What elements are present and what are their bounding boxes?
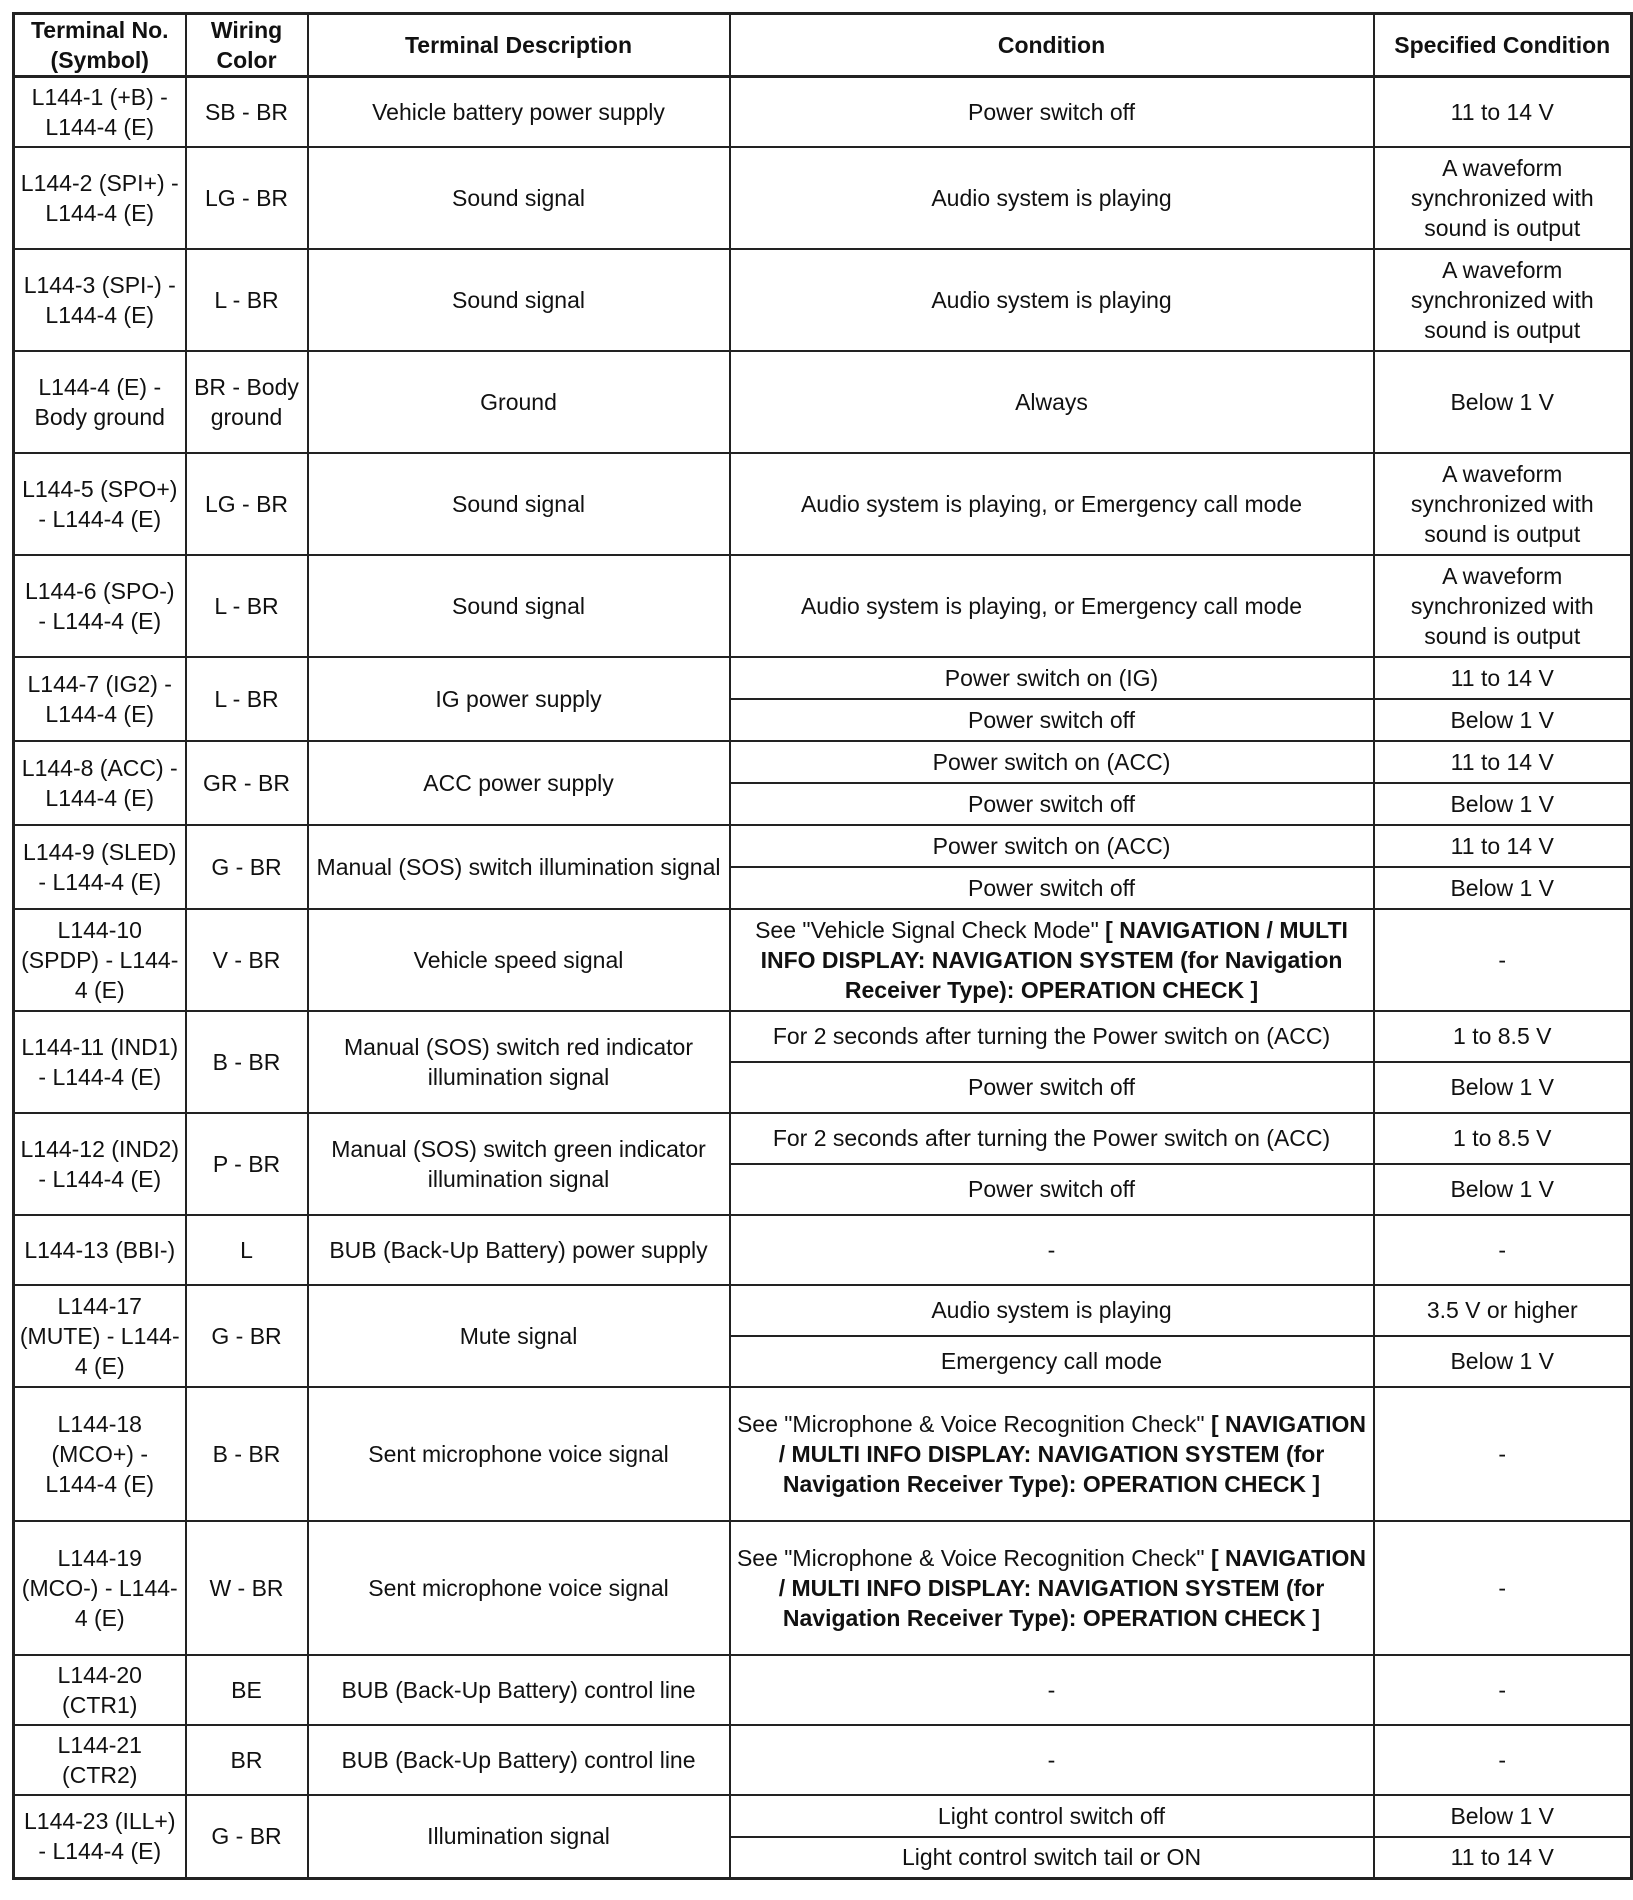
description-cell: IG power supply [308, 657, 730, 741]
terminal-cell: L144-2 (SPI+) - L144-4 (E) [14, 147, 186, 249]
condition-cell [730, 699, 1374, 741]
condition-cell [730, 1164, 1374, 1215]
description-cell: Mute signal [308, 1285, 730, 1387]
condition-text: Light control switch off [937, 1802, 1166, 1829]
specified-condition-cell: Below 1 V [1374, 867, 1632, 909]
condition-text: - [1047, 1676, 1056, 1703]
terminal-condition-table [12, 12, 1633, 1880]
header-terminal: Terminal No. (Symbol) [14, 14, 186, 77]
description-cell: Vehicle speed signal [308, 909, 730, 1011]
reference-link[interactable]: [ NAVIGATION / MULTI INFO DISPLAY: NAVIGATION SYSTEM (for Navigation Receiver Type): OPERATION CHECK ] [778, 1410, 1367, 1497]
wiring-color-cell: LG - BR [186, 147, 308, 249]
condition-text: Power switch off [967, 1176, 1136, 1202]
condition-text: Power switch off [967, 98, 1136, 125]
specified-condition-cell: 11 to 14 V [1374, 77, 1632, 147]
condition-cell [730, 1725, 1374, 1795]
condition-cell [730, 1521, 1374, 1655]
condition-cell [730, 1336, 1374, 1387]
condition-cell [730, 657, 1374, 699]
wiring-color-cell: B - BR [186, 1387, 308, 1521]
table-row [14, 1655, 1632, 1725]
condition-cell [730, 1113, 1374, 1164]
table-row [14, 453, 1632, 555]
condition-text: Emergency call mode [940, 1348, 1163, 1374]
terminal-cell: L144-6 (SPO-) - L144-4 (E) [14, 555, 186, 657]
condition-cell [730, 909, 1374, 1011]
table-row [14, 1521, 1632, 1655]
table-header-row [14, 14, 1632, 77]
specified-condition-cell: - [1374, 909, 1632, 1011]
terminal-cell: L144-3 (SPI-) - L144-4 (E) [14, 249, 186, 351]
description-cell: BUB (Back-Up Battery) control line [308, 1655, 730, 1725]
specified-condition-cell: Below 1 V [1374, 1062, 1632, 1113]
condition-cell [730, 1387, 1374, 1521]
table-row [14, 1387, 1632, 1521]
specified-condition-cell: A waveform synchronized with sound is output [1374, 249, 1632, 351]
specified-condition-cell: - [1374, 1215, 1632, 1285]
condition-cell [730, 453, 1374, 555]
description-cell: Sound signal [308, 147, 730, 249]
specified-condition-cell: - [1374, 1521, 1632, 1655]
condition-text: Audio system is playing, or Emergency call mode [800, 592, 1303, 619]
wiring-color-cell: P - BR [186, 1113, 308, 1215]
condition-text: Always [1015, 388, 1088, 415]
wiring-color-cell: BR - Body ground [186, 351, 308, 453]
table-row [14, 147, 1632, 249]
header-terminal-description: Terminal Description [308, 14, 730, 77]
wiring-color-cell: B - BR [186, 1011, 308, 1113]
terminal-cell: L144-7 (IG2) - L144-4 (E) [14, 657, 186, 741]
condition-text: See "Microphone & Voice Recognition Check" [736, 1544, 1205, 1571]
wiring-color-cell: G - BR [186, 1285, 308, 1387]
specified-condition-cell: Below 1 V [1374, 1795, 1632, 1837]
condition-cell [730, 249, 1374, 351]
terminal-cell: L144-5 (SPO+) - L144-4 (E) [14, 453, 186, 555]
condition-cell [730, 1011, 1374, 1062]
specified-condition-cell: 11 to 14 V [1374, 657, 1632, 699]
condition-text: Audio system is playing, or Emergency call mode [800, 490, 1303, 517]
wiring-color-cell: BR [186, 1725, 308, 1795]
table-row [14, 657, 1632, 699]
table-row [14, 1113, 1632, 1164]
specified-condition-cell: - [1374, 1655, 1632, 1725]
specified-condition-cell: 11 to 14 V [1374, 825, 1632, 867]
terminal-cell: L144-20 (CTR1) [14, 1655, 186, 1725]
description-cell: BUB (Back-Up Battery) control line [308, 1725, 730, 1795]
description-cell: Sent microphone voice signal [308, 1387, 730, 1521]
table-row [14, 1725, 1632, 1795]
description-cell: Sound signal [308, 453, 730, 555]
terminal-cell: L144-21 (CTR2) [14, 1725, 186, 1795]
condition-text: For 2 seconds after turning the Power switch on (ACC) [772, 1125, 1331, 1151]
specified-condition-cell: 11 to 14 V [1374, 1837, 1632, 1879]
condition-text: Power switch on (IG) [944, 664, 1159, 691]
wiring-color-cell: L - BR [186, 657, 308, 741]
terminal-cell: L144-10 (SPDP) - L144-4 (E) [14, 909, 186, 1011]
table-row [14, 825, 1632, 867]
terminal-cell: L144-18 (MCO+) - L144-4 (E) [14, 1387, 186, 1521]
condition-text: See "Vehicle Signal Check Mode" [755, 916, 1099, 943]
specified-condition-cell: Below 1 V [1374, 351, 1632, 453]
terminal-cell: L144-8 (ACC) - L144-4 (E) [14, 741, 186, 825]
condition-cell [730, 1285, 1374, 1336]
wiring-color-cell: W - BR [186, 1521, 308, 1655]
condition-text: - [1047, 1746, 1056, 1773]
reference-link[interactable]: [ NAVIGATION / MULTI INFO DISPLAY: NAVIGATION SYSTEM (for Navigation Receiver Type): OPERATION CHECK ] [760, 916, 1348, 1003]
terminal-cell: L144-12 (IND2) - L144-4 (E) [14, 1113, 186, 1215]
condition-cell [730, 77, 1374, 147]
table-row [14, 249, 1632, 351]
condition-text: Power switch off [967, 874, 1136, 901]
condition-cell [730, 825, 1374, 867]
description-cell: Vehicle battery power supply [308, 77, 730, 147]
condition-text: Power switch on (ACC) [932, 748, 1171, 775]
condition-cell [730, 1215, 1374, 1285]
condition-text: For 2 seconds after turning the Power switch on (ACC) [772, 1023, 1331, 1049]
condition-text: Audio system is playing [931, 286, 1172, 313]
wiring-color-cell: GR - BR [186, 741, 308, 825]
condition-cell [730, 783, 1374, 825]
specified-condition-cell: - [1374, 1387, 1632, 1521]
terminal-cell: L144-1 (+B) - L144-4 (E) [14, 77, 186, 147]
wiring-color-cell: G - BR [186, 825, 308, 909]
condition-cell [730, 1655, 1374, 1725]
wiring-color-cell: L - BR [186, 249, 308, 351]
condition-text: - [1047, 1236, 1056, 1263]
terminal-cell: L144-4 (E) - Body ground [14, 351, 186, 453]
specified-condition-cell: A waveform synchronized with sound is output [1374, 555, 1632, 657]
description-cell: Manual (SOS) switch red indicator illumination signal [308, 1011, 730, 1113]
condition-text: See "Microphone & Voice Recognition Check" [736, 1410, 1205, 1437]
wiring-color-cell: L - BR [186, 555, 308, 657]
terminal-cell: L144-13 (BBI-) [14, 1215, 186, 1285]
wiring-color-cell: G - BR [186, 1795, 308, 1879]
condition-cell [730, 1062, 1374, 1113]
terminal-cell: L144-19 (MCO-) - L144-4 (E) [14, 1521, 186, 1655]
table-row [14, 909, 1632, 1011]
wiring-color-cell: BE [186, 1655, 308, 1725]
condition-text: Power switch off [967, 790, 1136, 817]
condition-text: Power switch on (ACC) [932, 832, 1171, 859]
specified-condition-cell: Below 1 V [1374, 783, 1632, 825]
condition-text: Power switch off [967, 706, 1136, 733]
description-cell: ACC power supply [308, 741, 730, 825]
condition-cell [730, 351, 1374, 453]
specified-condition-cell: Below 1 V [1374, 1164, 1632, 1215]
table-row [14, 555, 1632, 657]
wiring-color-cell: SB - BR [186, 77, 308, 147]
condition-text: Power switch off [967, 1074, 1136, 1100]
terminal-cell: L144-11 (IND1) - L144-4 (E) [14, 1011, 186, 1113]
table-row [14, 741, 1632, 783]
condition-cell [730, 1795, 1374, 1837]
terminal-cell: L144-9 (SLED) - L144-4 (E) [14, 825, 186, 909]
condition-cell [730, 1837, 1374, 1879]
specified-condition-cell: 11 to 14 V [1374, 741, 1632, 783]
specified-condition-cell: Below 1 V [1374, 1336, 1632, 1387]
table-row [14, 1285, 1632, 1336]
specified-condition-cell: 1 to 8.5 V [1374, 1011, 1632, 1062]
description-cell: Ground [308, 351, 730, 453]
description-cell: Manual (SOS) switch green indicator illumination signal [308, 1113, 730, 1215]
description-cell: Sound signal [308, 555, 730, 657]
condition-cell [730, 867, 1374, 909]
condition-cell [730, 741, 1374, 783]
description-cell: Sound signal [308, 249, 730, 351]
condition-cell [730, 555, 1374, 657]
description-cell: Manual (SOS) switch illumination signal [308, 825, 730, 909]
specified-condition-cell: Below 1 V [1374, 699, 1632, 741]
specified-condition-cell: - [1374, 1725, 1632, 1795]
condition-text: Audio system is playing [931, 184, 1172, 211]
terminal-cell: L144-23 (ILL+) - L144-4 (E) [14, 1795, 186, 1879]
header-specified-condition: Specified Condition [1374, 14, 1632, 77]
specified-condition-cell: 3.5 V or higher [1374, 1285, 1632, 1336]
specified-condition-cell: A waveform synchronized with sound is output [1374, 147, 1632, 249]
wiring-color-cell: V - BR [186, 909, 308, 1011]
header-wiring-color: Wiring Color [186, 14, 308, 77]
header-condition: Condition [730, 14, 1374, 77]
terminal-cell: L144-17 (MUTE) - L144-4 (E) [14, 1285, 186, 1387]
specified-condition-cell: A waveform synchronized with sound is output [1374, 453, 1632, 555]
table-row [14, 1011, 1632, 1062]
table-row [14, 1215, 1632, 1285]
wiring-color-cell: LG - BR [186, 453, 308, 555]
condition-text: Light control switch tail or ON [901, 1844, 1202, 1871]
wiring-color-cell: L [186, 1215, 308, 1285]
table-row [14, 1795, 1632, 1837]
condition-text: Audio system is playing [931, 1297, 1172, 1323]
specified-condition-cell: 1 to 8.5 V [1374, 1113, 1632, 1164]
reference-link[interactable]: [ NAVIGATION / MULTI INFO DISPLAY: NAVIGATION SYSTEM (for Navigation Receiver Type): OPERATION CHECK ] [778, 1544, 1367, 1631]
table-row [14, 351, 1632, 453]
description-cell: BUB (Back-Up Battery) power supply [308, 1215, 730, 1285]
description-cell: Sent microphone voice signal [308, 1521, 730, 1655]
condition-cell [730, 147, 1374, 249]
description-cell: Illumination signal [308, 1795, 730, 1879]
table-row [14, 77, 1632, 147]
